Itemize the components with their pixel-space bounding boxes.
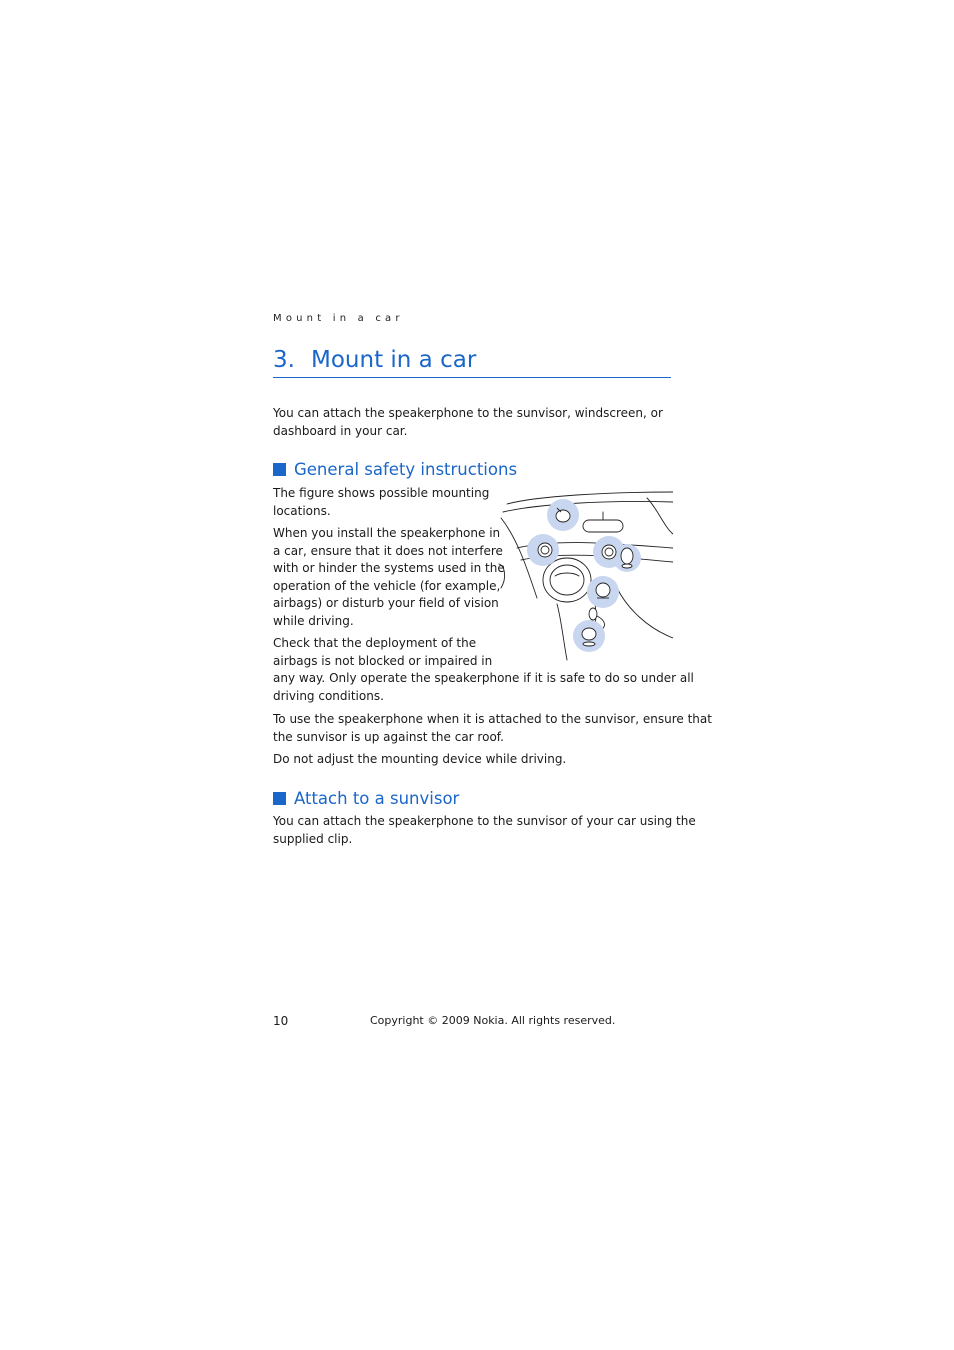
text-line: The figure shows possible mounting <box>273 486 490 500</box>
text-line: airbags) or disturb your field of vision <box>273 596 499 611</box>
text-line: Do not adjust the mounting device while driving. <box>273 752 567 766</box>
intro-line: You can attach the speakerphone to the sunvisor, windscreen, or <box>273 406 663 420</box>
safety-paragraph-1 <box>273 485 489 520</box>
safety-paragraph-2 <box>273 525 505 631</box>
text-line: Check that the deployment of the <box>273 636 477 650</box>
sunvisor-paragraph-1 <box>273 813 696 848</box>
text-line: the sunvisor is up against the car roof. <box>273 729 504 744</box>
section-heading-text: General safety instructions <box>294 460 518 479</box>
windscreen-line <box>503 501 673 512</box>
text-line: You can attach the speakerphone to the sunvisor of your car using the <box>273 814 696 828</box>
door-panel <box>499 564 505 588</box>
text-line: a car, ensure that it does not interfere <box>273 543 503 558</box>
intro-line: dashboard in your car. <box>273 423 408 438</box>
speakerphone-icon-inner <box>605 548 613 556</box>
section-heading-sunvisor <box>273 789 459 809</box>
text-line: operation of the vehicle (for example, <box>273 578 501 593</box>
suction-base <box>583 642 595 646</box>
rear-view-mirror <box>583 520 623 532</box>
speakerphone-icon-inner <box>541 546 549 554</box>
square-bullet-icon <box>273 463 286 476</box>
document-page <box>273 0 712 1350</box>
running-head: Mount in a car <box>273 313 404 324</box>
text-line: locations. <box>273 503 331 518</box>
lower-dash <box>557 604 567 660</box>
page-number: 10 <box>273 1014 289 1028</box>
speakerphone-icon <box>621 548 633 564</box>
steering-spoke <box>555 573 579 576</box>
speakerphone-icon <box>556 510 570 522</box>
mount-arm <box>589 608 597 620</box>
text-line: airbags is not blocked or impaired in <box>273 653 493 668</box>
speakerphone-icon <box>582 628 596 640</box>
safety-paragraph-4 <box>273 711 712 746</box>
intro-paragraph <box>273 405 663 440</box>
section-heading-text: Attach to a sunvisor <box>294 789 460 808</box>
text-line: When you install the speakerphone in <box>273 526 501 540</box>
chapter-title <box>273 344 671 378</box>
copyright-notice: Copyright © 2009 Nokia. All rights reserved. <box>370 1014 616 1027</box>
text-line: driving conditions. <box>273 688 384 703</box>
text-line: any way. Only operate the speakerphone if it is safe to do so under all <box>273 671 694 686</box>
chapter-title-text: Mount in a car <box>311 347 477 373</box>
chapter-number: 3. <box>273 347 295 373</box>
text-line: supplied clip. <box>273 831 353 846</box>
steering-wheel-inner <box>550 565 584 595</box>
passenger-side <box>617 588 673 638</box>
safety-paragraph-5 <box>273 751 566 769</box>
section-heading-safety <box>273 460 517 480</box>
text-line: while driving. <box>273 613 354 628</box>
suction-base <box>622 564 632 568</box>
right-pillar <box>647 498 673 534</box>
text-line: To use the speakerphone when it is attached to the sunvisor, ensure that <box>273 712 712 726</box>
speakerphone-icon <box>596 583 610 597</box>
square-bullet-icon <box>273 792 286 805</box>
text-line: with or hinder the systems used in the <box>273 561 505 576</box>
car-mounting-locations-figure <box>497 488 673 664</box>
